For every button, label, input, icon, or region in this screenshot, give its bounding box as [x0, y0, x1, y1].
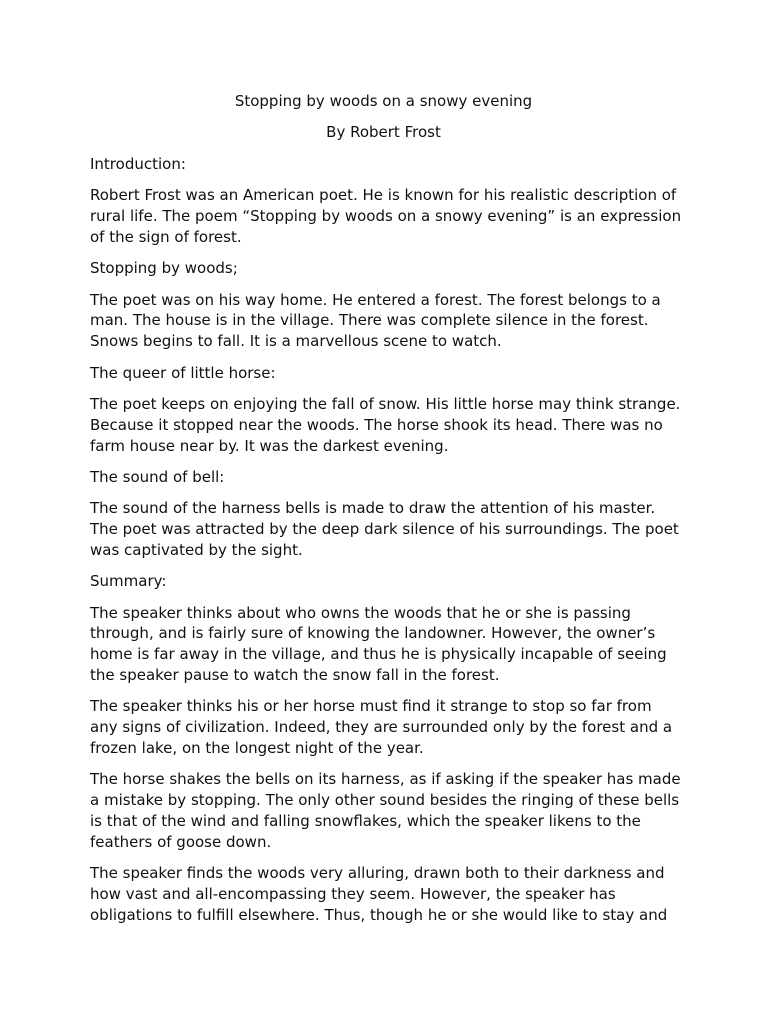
- section-heading-stopping-by-woods: Stopping by woods;: [90, 259, 238, 278]
- paragraph-stopping-by-woods: The poet was on his way home. He entered a forest. The forest belongs to a man. The house is in the village. There was complete silence in the forest. Snows begins to fall. It is a marvellous scene to watch.: [90, 290, 661, 351]
- document-body: [90, 91, 682, 936]
- paragraph-summary-2: The speaker thinks his or her horse must find it strange to stop so far from any signs of civilization. Indeed, they are surrounded only by the forest and a frozen lake, on the longest night of the year.: [90, 697, 673, 758]
- paragraph-summary-3: The horse shakes the bells on its harness, as if asking if the speaker has made a mistake by stopping. The only other sound besides the ringing of these bells is that of the wind and falling snowflakes, which the speaker likens to the feathers of goose down.: [90, 770, 681, 851]
- document-title: Stopping by woods on a snowy evening: [234, 92, 533, 110]
- paragraph-sound-of-bell: The sound of the harness bells is made to draw the attention of his master. The poet was attracted by the deep dark silence of his surroundings. The poet was captivated by the sight.: [90, 499, 679, 559]
- paragraph-queer-little-horse: The poet keeps on enjoying the fall of snow. His little horse may think strange. Because it stopped near the woods. The horse shook its head. There was no farm house near by. It was the darkest evening.: [90, 394, 681, 455]
- paragraph-summary-4: The speaker finds the woods very alluring, drawn both to their darkness and how vast and all-encompassing they seem. However, the speaker has obligations to fulfill elsewhere. Thus, though he or she would like to stay and: [90, 864, 668, 924]
- document-author: By Robert Frost: [326, 123, 441, 142]
- paragraph-introduction: Robert Frost was an American poet. He is known for his realistic description of rural life. The poem “Stopping by woods on a snowy evening” is an expression of the sign of forest.: [90, 186, 682, 246]
- section-heading-introduction: Introduction:: [90, 154, 186, 173]
- section-heading-summary: Summary:: [90, 572, 167, 591]
- section-heading-sound-of-bell: The sound of bell:: [90, 467, 225, 486]
- paragraph-summary-1: The speaker thinks about who owns the woods that he or she is passing through, and is fairly sure of knowing the landowner. However, the owner’s home is far away in the village, and thus he is physically incapable of seeing the speaker pause to watch the snow fall in the forest.: [90, 603, 667, 685]
- section-heading-queer-little-horse: The queer of little horse:: [90, 363, 276, 382]
